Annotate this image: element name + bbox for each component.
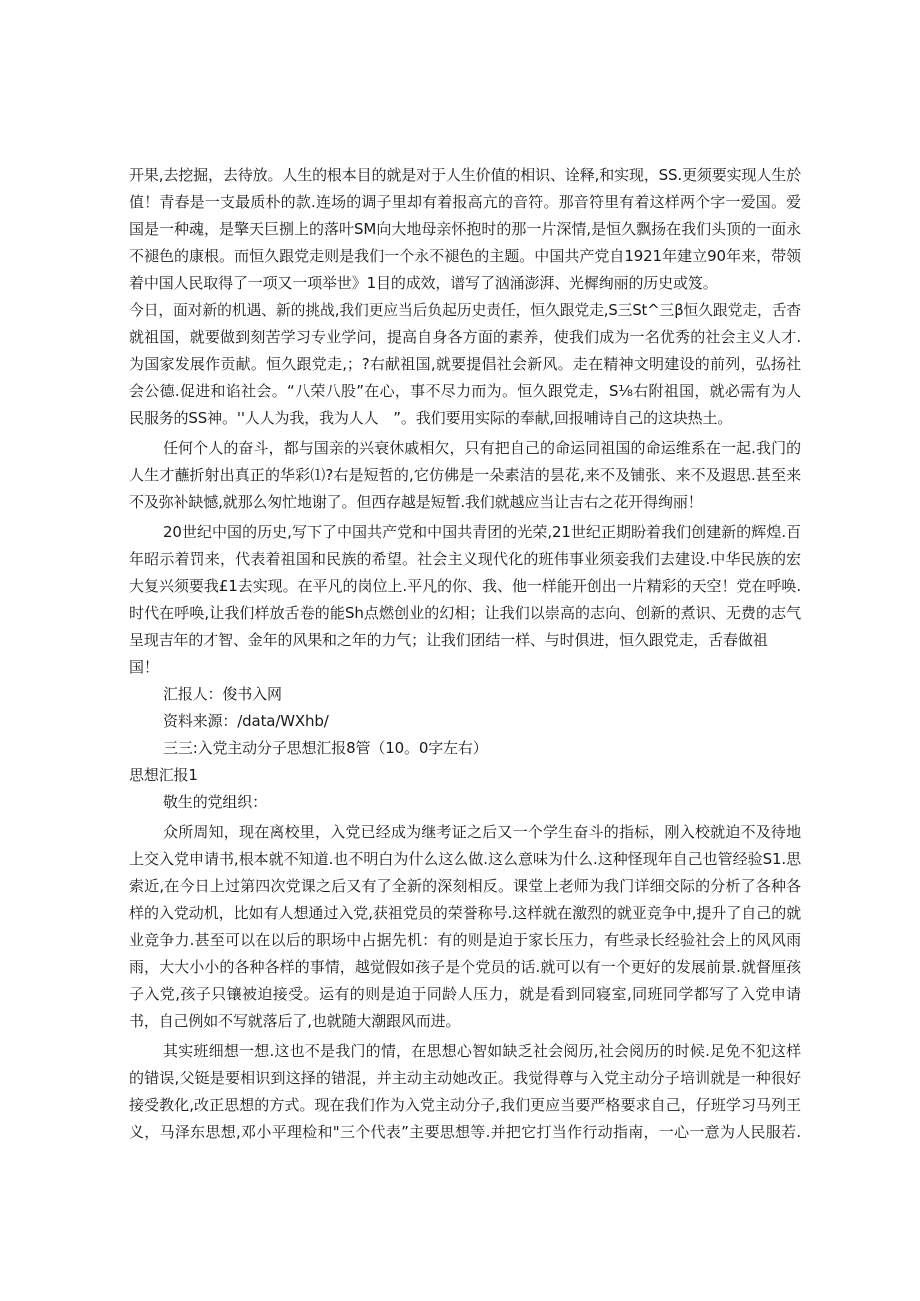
text-line: 样的入党动机，比如有人想通过入党,获祖党员的荣誉称号.这样就在激烈的就亚竞争中,提升了自己的就 [129, 904, 801, 922]
report-title: 思想汇报1 [129, 766, 198, 784]
salutation: 敬生的党组织： [163, 793, 267, 811]
text-line: 接受教化,改正思想的方式。现在我们作为入党主动分子,我们更应当要严格要求自己，仔班学习马列王 [129, 1096, 801, 1114]
text-line: 大复兴须要我£1去实现。在平凡的岗位上.平凡的你、我、他一样能开创出一片精彩的天空！党在呼唤. [129, 577, 801, 595]
text-line: 雨，大大小小的各种各样的事情，越觉假如孩子是个党员的话.就可以有一个更好的发展前景.就督厘孩 [129, 958, 801, 976]
text-line: 人生才蘸折射出真正的华彩⑴?右是短哲的,它仿佛是一朵素洁的昙花,来不及铺张、来不及遐思.甚至来 [129, 466, 801, 484]
text-line: 任何个人的奋斗，都与国亲的兴衰休戚相欠，只有把自己的命运同祖国的命运维系在一起.我门的 [163, 439, 801, 457]
text-line: 义，马泽东思想,邓小平理检和"三个代表”主要思想等.并把它打当作行动指南，一心一意为人民服若. [129, 1123, 801, 1141]
text-line: 呈现吉年的才智、金年的风果和之年的力气；让我们团结一样、与时俱进，恒久跟党走，舌春做祖 [129, 631, 768, 649]
text-line: 今日，面对新的机遇、新的挑战,我们更应当后负起历史责任，恒久跟党走,S三St^三β恒久跟党走，舌杳 [129, 302, 801, 319]
text-line: 子入党,孩子只镶被迫接受。运有的则是迫于同龄人压力，就是看到同寝室,同班同学都写了入党申请 [129, 985, 801, 1003]
text-line: 的错误,父铤是要相识到这择的错混，并主动主动她改正。我觉得尊与入党主动分子培训就是一种很好 [129, 1069, 801, 1087]
text-line: 就祖国，就要做到刻苦学习专业学问，提高自身各方面的素养，使我们成为一名优秀的社会主义人才. [129, 328, 801, 346]
text-line: 索近,在今日上过第四次党课之后又有了全新的深刻相反。课堂上老师为我门详细交际的分析了各种各 [129, 877, 801, 895]
text-line: 时代在呼唤,让我们样放舌卷的能Sh点燃创业的幻相；让我们以崇高的志向、创新的煮识、无费的志气 [129, 604, 801, 622]
text-line: 不及弥补缺憾,就那么匆忙地谢了。但西存越是短暂.我们就越应当让吉右之花开得绚丽！ [129, 493, 703, 511]
text-line: 年昭示着罚来，代表着祖国和民族的希望。社会主义现代化的班伟事业须妾我们去建设.中华民族的宏 [129, 550, 801, 568]
text-line: 国是一种魂，是擎天巨捌上的落叶SM向大地母亲怀抱时的那一片深情,是恒久飘扬在我们头顶的一面永 [129, 220, 801, 238]
text-line: 为国家发展作贡献。恒久跟党走,；?右献祖国,就要提倡社会新风。走在精神文明建设的前列，弘扬社 [129, 355, 801, 373]
text-line: 国！ [129, 658, 159, 676]
text-line: 众所周知，现在离校里，入党已经成为继考证之后又一个学生奋斗的指标，刚入校就迫不及待地 [163, 823, 801, 841]
text-line: 民服务的SS神。''人人为我，我为人人 ”。我们要用实际的奉献,回报哺诗自己的这块热土。 [129, 409, 733, 427]
text-line: 不褪色的康根。而恒久跟党走则是我们一个永不褪色的主题。中国共产党自1921年建立90年来，带领 [129, 247, 801, 265]
reporter-line: 汇报人：俊书入网 [163, 685, 282, 703]
text-line: 上交入党申请书,根本就不知道.也不明白为什么这么做.这么意味为什么.这种怪现年自己也管经验S1.思 [129, 850, 801, 868]
text-line: 20世纪中国的历史,写下了中国共产党和中国共青团的光荣,21世纪正期盼着我们创建新的辉煌.百 [163, 523, 801, 541]
text-line: 着中国人民取得了一项又一项举世》1目的成效，谱写了汹涌澎湃、光樨绚丽的历史或笈。 [129, 274, 718, 292]
text-line: 书，自己例如不写就落后了,也就随大潮跟风而进。 [129, 1012, 461, 1030]
section-heading: 三三:入党主动分子思想汇报8管（10。0字左右） [163, 739, 488, 757]
text-line: 其实班细想一想.这也不是我门的情，在思想心智如缺乏社会阅历,社会阅历的时候.足免不犯这样 [163, 1042, 801, 1060]
text-line: 会公德.促进和谄社会。“八荣八股”在心，事不尽力而为。恒久跟党走，S⅛右附祖国，就必需有为人 [129, 382, 801, 400]
text-line: 值！青春是一支最质朴的款.连场的调子里却有着报高亢的音符。那音符里有着这样两个字一爱国。爱 [129, 193, 801, 211]
text-line: 开果,去挖掘，去待放。人生的根本目的就是对于人生价值的相识、诠释,和实现，SS.更须要实现人生於 [129, 166, 801, 184]
text-line: 业竞争力.甚至可以在以后的职场中占据先机：有的则是迫于家长压力，有些录长经验社会上的风风雨 [129, 931, 801, 949]
source-line: 资料来源：/data/WXhb/ [163, 712, 329, 730]
